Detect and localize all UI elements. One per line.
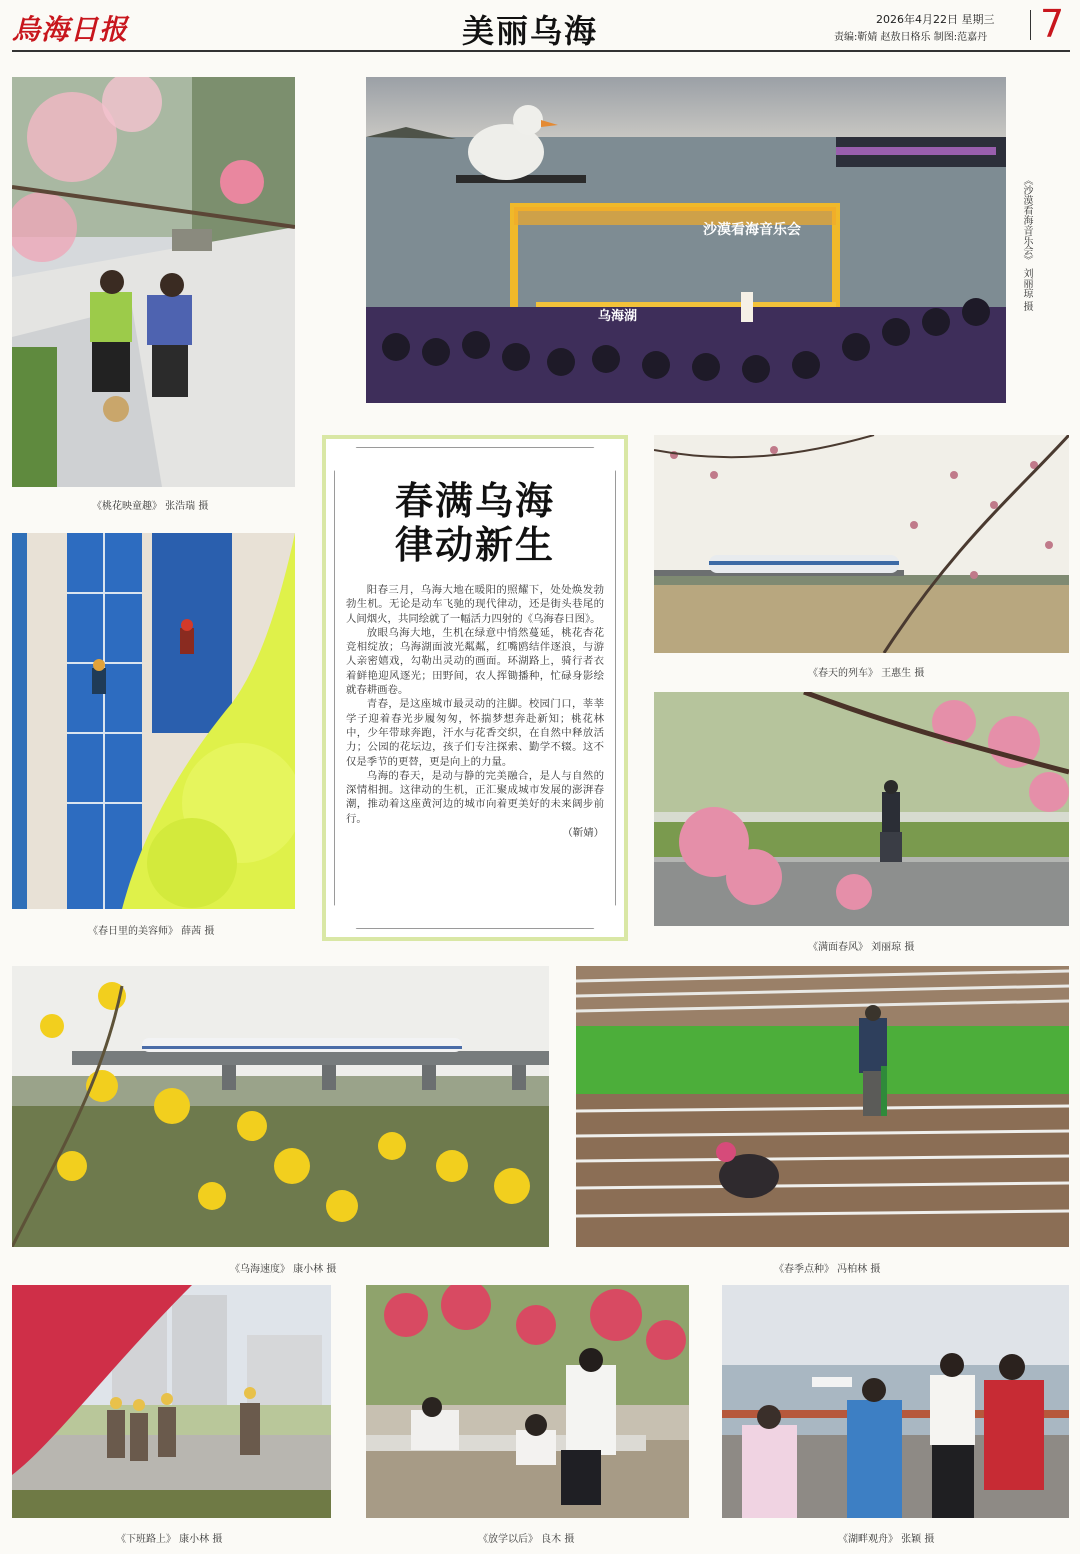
caption-spring-breeze: 《满面春风》 刘丽琼 摄	[808, 942, 915, 953]
issue-date: 2026年4月22日 星期三	[876, 13, 995, 26]
page-number-divider	[1030, 10, 1031, 40]
photo-spring-planting[interactable]	[576, 966, 1069, 1247]
stage-banner-text: 乌海湖	[598, 309, 638, 324]
concert-sign-text: 沙漠看海音乐会	[703, 222, 801, 238]
article-title-line2: 律动新生	[394, 522, 555, 567]
article-paragraph: 乌海的春天，是动与静的完美融合，是人与自然的深情相拥。这律动的生机，正汇聚成城市发展的澎湃春潮，推动着这座黄河边的城市向着更美好的未来阔步前行。	[346, 769, 604, 825]
article-body	[346, 583, 604, 840]
article-title-line1: 春满乌海	[394, 478, 555, 523]
header-rule	[12, 50, 1070, 52]
caption-desert-concert: 《沙漠看海音乐会》 刘丽琼 摄	[1021, 175, 1032, 312]
photo-off-work[interactable]	[12, 1285, 331, 1518]
caption-wuhai-speed: 《乌海速度》 康小林 摄	[230, 1264, 337, 1275]
article-paragraph: 青春，是这座城市最灵动的注脚。校园门口，莘莘学子迎着春光步履匆匆，怀揣梦想奔赴新知；桃花林中，少年带球奔跑，汗水与花香交织，在自然中释放活力；公园的花坛边，孩子们专注探索、勤学不辍。这不仅是季节的更替，更是向上的力量。	[346, 698, 604, 768]
caption-off-work: 《下班路上》 康小林 摄	[116, 1534, 223, 1545]
article-paragraph: 阳春三月，乌海大地在暖阳的照耀下，处处焕发勃勃生机。无论是动车飞驰的现代律动，还是街头巷尾的人间烟火，共同绘就了一幅活力四射的《乌海春日图》。	[346, 584, 604, 625]
editor-credits: 责编:靳婧 赵敖日格乐 制图:范嘉丹	[834, 32, 988, 43]
section-title: 美丽乌海	[462, 12, 599, 50]
photo-spring-breeze[interactable]	[654, 692, 1069, 926]
photo-lakeside[interactable]	[722, 1285, 1069, 1518]
caption-after-school: 《放学以后》 良木 摄	[478, 1534, 575, 1545]
photo-wuhai-speed[interactable]	[12, 966, 549, 1247]
caption-lakeside: 《湖畔观舟》 张颖 摄	[838, 1534, 935, 1545]
article-title	[326, 479, 624, 567]
article-box	[322, 435, 628, 941]
photo-after-school[interactable]	[366, 1285, 689, 1518]
page-number: 7	[1040, 2, 1065, 46]
caption-peach-football: 《桃花映童趣》 张浩瑞 摄	[92, 501, 209, 512]
photo-peach-football[interactable]	[12, 77, 295, 487]
caption-spring-train: 《春天的列车》 王惠生 摄	[808, 668, 925, 679]
caption-spring-planting: 《春季点种》 冯柏林 摄	[774, 1264, 881, 1275]
article-paragraph: 放眼乌海大地，生机在绿意中悄然蔓延，桃花杏花竞相绽放；乌海湖面波光粼粼，红嘴鸥结伴逐浪，与游人亲密嬉戏，勾勒出灵动的画面。环湖路上，骑行者衣着鲜艳迎风逐光；田野间，农人挥锄播种，忙碌身影绘就春耕画卷。	[346, 626, 604, 697]
photo-desert-concert[interactable]	[366, 77, 1006, 403]
photo-spring-train[interactable]	[654, 435, 1069, 653]
photo-window-cleaners[interactable]	[12, 533, 295, 909]
article-byline: （靳婧）	[562, 827, 604, 840]
caption-window-cleaners: 《春日里的美容师》 薛茜 摄	[88, 926, 215, 937]
masthead-logo: 烏海日报	[12, 13, 129, 46]
